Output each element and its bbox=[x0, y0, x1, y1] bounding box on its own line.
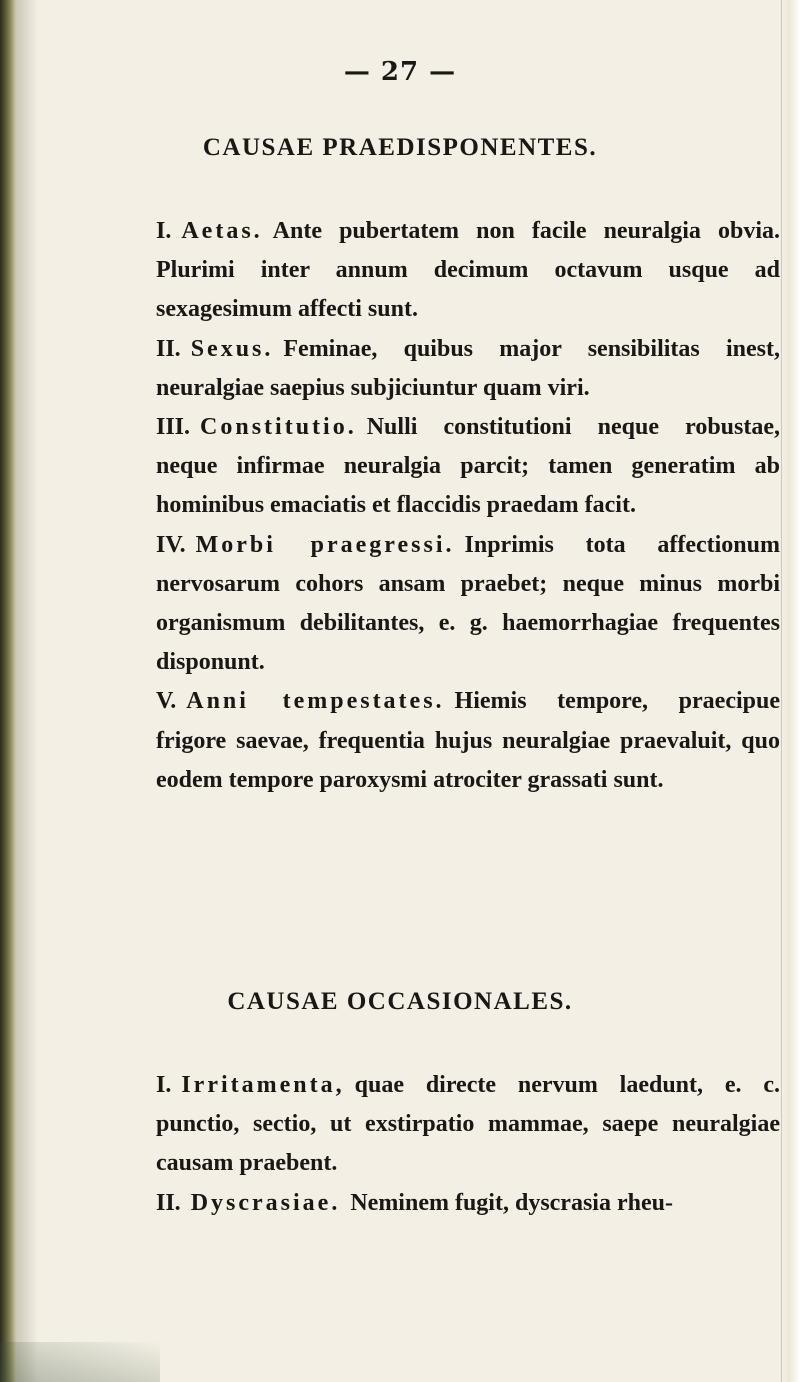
book-spine bbox=[0, 0, 16, 1382]
paragraph-term: Constitutio. bbox=[200, 414, 357, 441]
paragraph-text: quae directe nervum laedunt, e. c. punctio, sectio, ut exstirpatio mammae, saepe neuralgiae causam praebent. bbox=[156, 1072, 780, 1177]
section-heading-occasionales: CAUSAE OCCASIONALES. bbox=[227, 988, 573, 1015]
section-body-occasionales bbox=[156, 1066, 780, 1223]
paragraph-text: Feminae, quibus major sensibilitas inest, neuralgiae saepius subjiciuntur quam viri. bbox=[156, 335, 780, 401]
page-number: — 27 — bbox=[343, 57, 457, 87]
paragraph-text: Ante pubertatem non facile neuralgia obvia. Plurimi inter annum decimum octavum usque ad sexagesimum affecti sunt. bbox=[156, 218, 780, 323]
paragraph-number: I. bbox=[156, 1072, 172, 1098]
paragraph-text: Inprimis tota affectionum nervosarum cohors ansam praebet; neque minus morbi organismum debilitantes, e. g. haemorrhagiae frequentes disponunt. bbox=[156, 531, 780, 676]
paragraph-aetas bbox=[156, 212, 780, 330]
paper-stain bbox=[0, 1342, 160, 1382]
paragraph-constitutio bbox=[156, 408, 780, 526]
paragraph-term: Sexus. bbox=[190, 335, 274, 362]
paragraph-text: Hiemis tempore, praecipue frigore saevae, frequentia hujus neuralgiae praevaluit, quo eodem tempore paroxysmi atrociter grassati sunt. bbox=[156, 688, 780, 793]
paragraph-number: IV. bbox=[156, 531, 186, 558]
gutter-shadow bbox=[16, 0, 38, 1382]
paragraph-number: II. bbox=[156, 335, 181, 362]
paragraph-dyscrasiae bbox=[156, 1184, 780, 1223]
paragraph-number: V. bbox=[156, 688, 177, 715]
paragraph-term: Aetas. bbox=[181, 218, 263, 244]
paragraph-text: Nulli constitutioni neque robustae, neque infirmae neuralgia parcit; tamen generatim ab hominibus emaciatis et flaccidis praedam facit. bbox=[156, 414, 780, 519]
paragraph-text: Neminem fugit, dyscrasia rheu- bbox=[350, 1189, 673, 1216]
paragraph-number: I. bbox=[156, 218, 172, 244]
paragraph-morbi bbox=[156, 526, 780, 683]
paragraph-anni-tempestates bbox=[156, 682, 780, 800]
paragraph-irritamenta bbox=[156, 1066, 780, 1184]
paragraph-number: III. bbox=[156, 414, 191, 441]
section-body-praedisponentes bbox=[156, 212, 780, 800]
paragraph-number: II. bbox=[156, 1189, 181, 1216]
paragraph-term: Morbi praegressi. bbox=[195, 531, 455, 558]
page-edge bbox=[781, 0, 800, 1382]
paragraph-term: Anni tempestates. bbox=[186, 688, 445, 715]
paragraph-term: Irritamenta, bbox=[181, 1072, 345, 1098]
section-heading-praedisponentes: CAUSAE PRAEDISPONENTES. bbox=[202, 134, 598, 161]
paragraph-term: Dyscrasiae. bbox=[190, 1189, 341, 1216]
paragraph-sexus bbox=[156, 330, 780, 408]
